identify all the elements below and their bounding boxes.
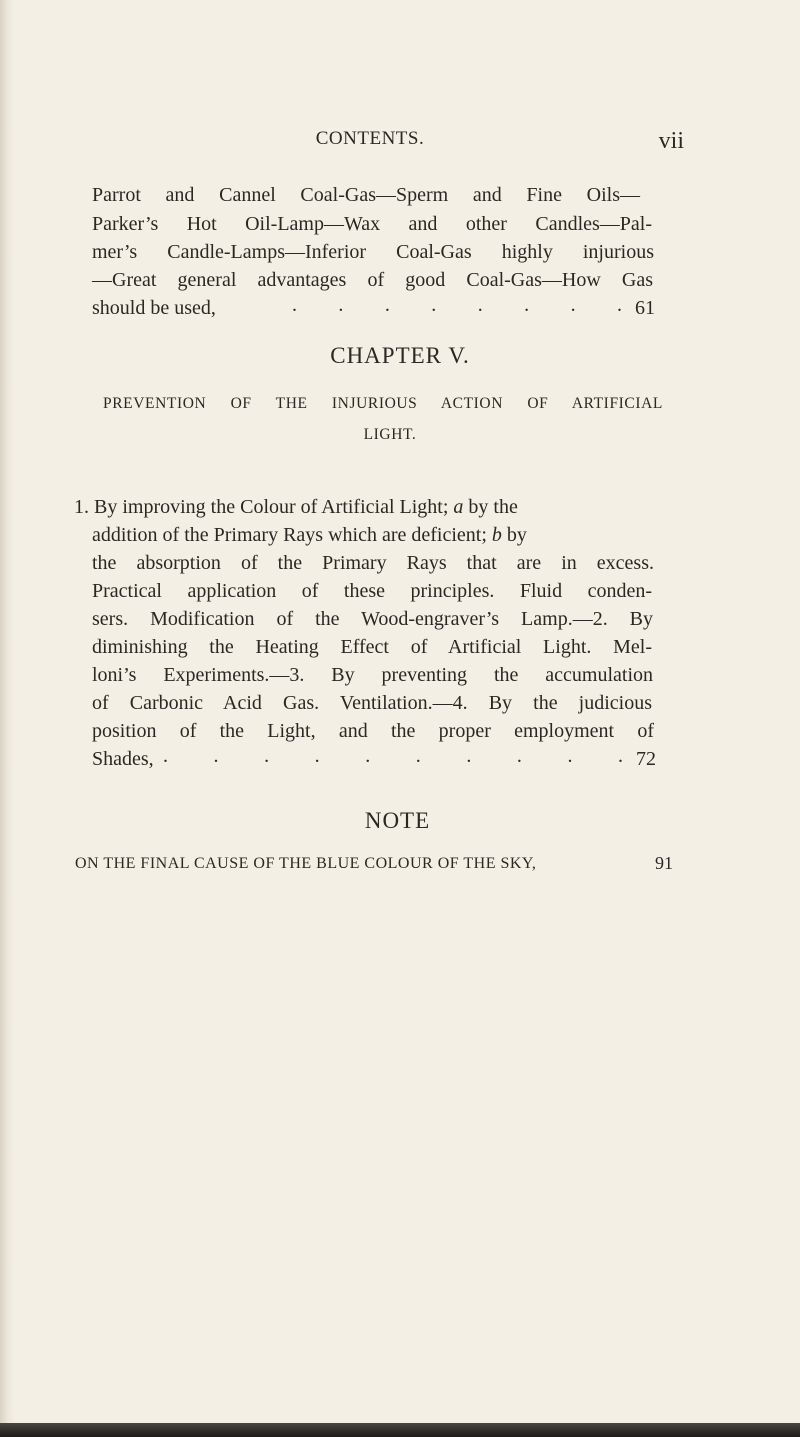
entry-line: position of the Light, and the proper employment of bbox=[92, 720, 654, 742]
entry-line: sers. Modification of the Wood-engraver’s Lamp.—2. By bbox=[92, 608, 653, 630]
entry-line: addition of the Primary Rays which are deficient; bbox=[92, 524, 487, 546]
entry-line: by the bbox=[468, 496, 518, 518]
page-folio: vii bbox=[658, 128, 684, 154]
prev-entry-last-line: should be used, bbox=[92, 297, 216, 319]
entry-line: 1. By improving the Colour of Artificial Light; bbox=[74, 496, 449, 518]
entry-last-line: Shades, bbox=[92, 748, 154, 770]
entry-line: loni’s Experiments.—3. By preventing the accumulation bbox=[92, 664, 653, 686]
dot-leader: . . . . . . . . . . bbox=[163, 745, 623, 767]
running-head-title: CONTENTS. bbox=[315, 128, 425, 149]
entry-line: the absorption of the Primary Rays that are in excess. bbox=[92, 552, 654, 574]
bottom-edge-shadow bbox=[0, 1423, 800, 1437]
note-heading: NOTE bbox=[364, 808, 431, 833]
page-edge-shadow bbox=[0, 0, 14, 1437]
prev-entry-line: —Great general advantages of good Coal-Gas—How Gas bbox=[92, 269, 653, 291]
chapter-subtitle: LIGHT. bbox=[363, 426, 417, 443]
note-entry: ON THE FINAL CAUSE OF THE BLUE COLOUR OF THE SKY, bbox=[75, 855, 537, 872]
entry-marker: a bbox=[453, 496, 464, 518]
dot-leader: . . . . . . . . bbox=[292, 294, 622, 316]
page-number: 72 bbox=[636, 748, 656, 770]
entry-line: Practical application of these principles. Fluid conden- bbox=[92, 580, 652, 602]
page-number: 91 bbox=[655, 853, 673, 873]
entry-line: diminishing the Heating Effect of Artificial Light. Mel- bbox=[92, 636, 652, 658]
prev-entry-line: mer’s Candle-Lamps—Inferior Coal-Gas highly injurious bbox=[92, 241, 654, 263]
entry-marker: b bbox=[491, 524, 502, 546]
prev-entry-line: Parker’s Hot Oil-Lamp—Wax and other Candles—Pal- bbox=[92, 213, 652, 235]
page-number: 61 bbox=[635, 297, 655, 319]
prev-entry-line: Parrot and Cannel Coal-Gas—Sperm and Fine Oils— bbox=[92, 184, 640, 206]
entry-line: of Carbonic Acid Gas. Ventilation.—4. By the judicious bbox=[92, 692, 652, 714]
chapter-heading: CHAPTER V. bbox=[330, 343, 470, 368]
chapter-subtitle: PREVENTION OF THE INJURIOUS ACTION OF ARTIFICIAL bbox=[103, 395, 663, 412]
running-head bbox=[60, 128, 684, 154]
entry-line: by bbox=[506, 524, 527, 546]
